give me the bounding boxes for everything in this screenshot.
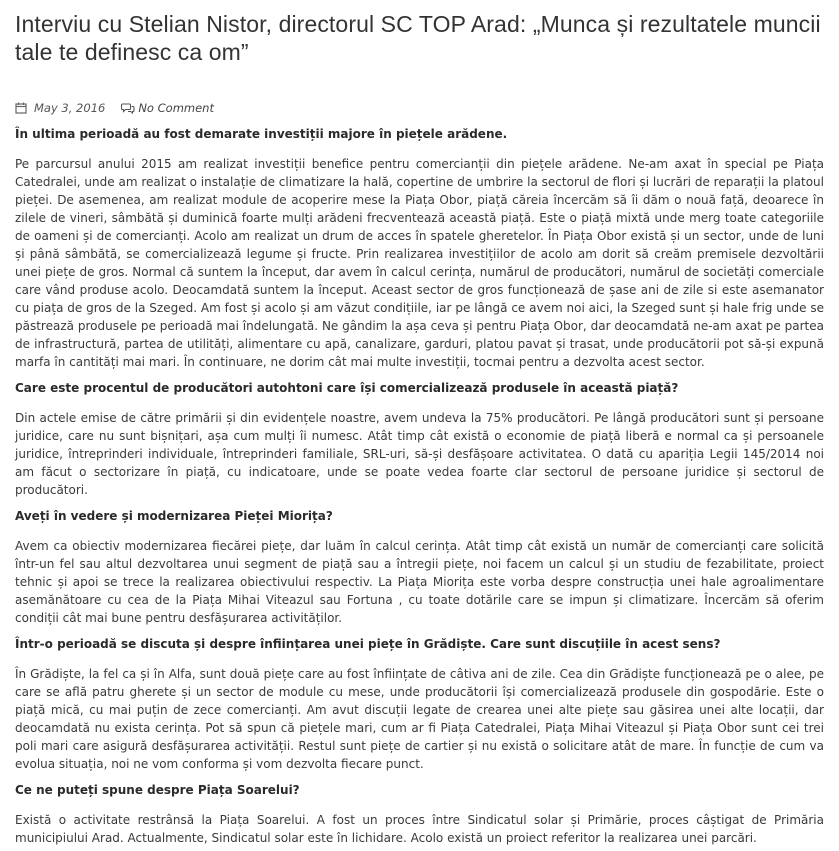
comments-link[interactable]: No Comment [138,101,214,115]
article-title: Interviu cu Stelian Nistor, directorul SC TOP Arad: „Munca și rezultatele muncii tale te definesc ca om” [15,11,821,65]
interview-answer: Există o activitate restrânsă la Piața Soarelui. A fost un proces între Sindicatul solar și Primărie, proces câștigat de Primăria municipiului Arad. Actualmente, Sindicatul solar este în lichidare. Acolo există un proiect referitor la realizarea unei parcări. [15,813,824,845]
interview-answer: În Grădiște, la fel ca și în Alfa, sunt două piețe care au fost înființate de câtiva ani de zile. Cea din Grădiște funcționează pe o alee, pe care se află patru gherete și un sector de module cu mese, unde producătorii își comercializează produsele din gospodărie. Este o piață mică, cu mai puțin de zece comercianți. Am avut discuții legate de crearea unei alte piețe sau găsirea unei alte locații, dar deocamdată nu exista cerința. Pot să spun că piețele mari, cum ar fi Piața Catedralei, Piața Mihai Viteazul și Piața Obor sunt cei trei poli mari care asigură desfășurarea activității. Restul sunt piețe de cartier și nu există o solicitare atât de mare. În funcție de cum va evolua situația, noi ne vom conforma și vom dezvolta fiecare punct. [15,667,824,771]
interview-question: Care este procentul de producători autohtoni care își comercializează produsele în această piață? [15,381,679,395]
calendar-icon [15,102,27,114]
article-body [15,125,824,847]
interview-answer: Pe parcursul anului 2015 am realizat investiții benefice pentru comercianții din piețele arădene. Ne-am axat în special pe Piața Catedralei, unde am realizat o instalație de climatizare la hală, copertine de umbrire la sectorul de flori și lucrări de reparații la platoul pieței. De asemenea, am realizat module de acoperire mese la Piața Obor, piață căreia încercăm să îi dăm o nouă față, deoarece în zilele de vineri, sâmbătă și duminică foarte mulți arădeni frecventează această piață. Este o piață mixtă unde merg toate categoriile de oameni și de comercianți. Acolo am realizat un drum de acces în spatele gheretelor. În Piața Obor există și un sector, unde de luni și până sâmbătă, se comercializează legume și fructe. Prin realizarea investițiilor de acolo am dorit să creăm premisele dezvoltării unei piețe de gros. Normal că suntem la început, dar avem în calcul cerința, numărul de producători, numărul de societăți comerciale care vând produse acolo. Deocamdată suntem la început. Aceast sector de gros funcționează de șase ani de zile si este asemanator cu piața de gros de la Szeged. Am fost și acolo și am văzut condițiile, iar pe lângă ce avem noi aici, la Szeged sunt și hale frig unde se păstrează produsele pe perioadă mai îndelungată. Ne gândim la așa ceva și pentru Piața Obor, dar deocamdată ne-am axat pe partea de infrastructură, partea de utilități, alimentare cu apă, canalizare, garduri, platou pavat și trasat, unde producătorii pot să-și expună marfa în cantități mai mari. În continuare, ne dorim cât mai multe investiții, tocmai pentru a dezvolta acest sector. [15,157,824,369]
comments-icon [121,102,135,114]
interview-question: Aveți în vedere și modernizarea Pieței Miorița? [15,509,333,523]
interview-answer: Din actele emise de către primării și din evidențele noastre, avem undeva la 75% producători. Pe lângă producători sunt și persoane juridice, care nu sunt bișnițari, așa cum mulți îi numesc. Atât timp cât există o economie de piață liberă e normal ca și persoanele juridice, întreprinderi individuale, întreprinderi familiale, SRL-uri, să-și desfășoare activitatea. O dată cu apariția Legii 145/2014 noi am făcut o sectorizare în piață, cu indicatoare, unde se poate vedea foarte clar sectorul de persoane juridice și sectorul de producători. [15,411,824,497]
interview-question: În ultima perioadă au fost demarate investiții majore în piețele arădene. [15,127,508,141]
interview-question: Ce ne puteți spune despre Piața Soarelui? [15,783,300,797]
post-meta [15,100,824,116]
post-date[interactable]: May 3, 2016 [34,101,106,115]
interview-question: Într-o perioadă se discuta și despre înființarea unei piețe în Grădiște. Care sunt discuțiile în acest sens? [15,637,721,651]
interview-answer: Avem ca obiectiv modernizarea fiecărei piețe, dar luăm în calcul cerința. Atât timp cât există un număr de comercianți care solicită într-un fel sau altul dezvoltarea unui segment de piață sau a întregii piețe, noi facem un calcul și un studiu de fezabilitate, proiect tehnic și apoi se trece la realizarea obiectivului respectiv. La Piața Miorița este vorba despre construcția unei hale agroalimentare asemănătoare cu cea de la Piața Mihai Viteazul sau Fortuna , cu toate dotările care se impun și climatizare. Încercăm să oferim condiții cât mai bune pentru desfășurarea activităților. [15,539,824,625]
